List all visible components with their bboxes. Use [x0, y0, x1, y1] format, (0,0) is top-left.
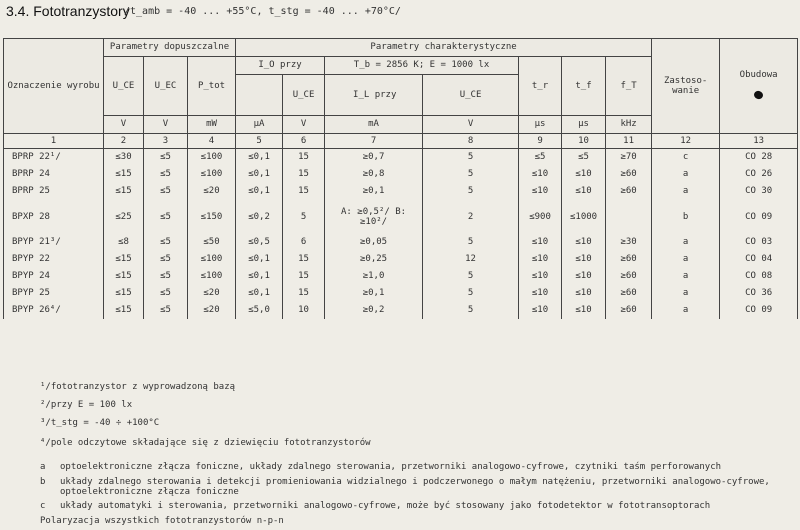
row-designation: BPYP 22	[4, 251, 104, 268]
legend-c-letter: c	[40, 501, 46, 511]
row-cell: 5	[423, 166, 519, 183]
row-cell: ≤10	[519, 251, 562, 268]
row-cell: ≤10	[562, 285, 606, 302]
row-cell: ≥60	[606, 251, 652, 268]
legend-a-text: optoelektroniczne złącza foniczne, układy zdalnego sterowania, przetworniki analogowo-cyfrowe, czytniki taśm perforowanych	[60, 462, 722, 472]
operating-conditions: /t_amb = -40 ... +55°C, t_stg = -40 ... +70°C/	[124, 6, 401, 17]
row-cell: A: ≥0,5²/ B: ≥10²/	[325, 200, 423, 234]
table-row	[4, 285, 798, 302]
colnum: 10	[562, 134, 606, 149]
legend-b-text: układy zdalnego sterowania i detekcji promieniowania widzialnego i podczerwonego o małym natężeniu, przetworniki analogowo-cyfrowe, optoelektroniczne złącza foniczne	[60, 477, 770, 497]
row-cell: ≤0,1	[236, 268, 283, 285]
row-cell: ≤0,1	[236, 166, 283, 183]
row-cell: CO 28	[720, 149, 798, 167]
header-i0-vce: U_CE	[283, 75, 325, 116]
row-cell: ≤100	[188, 268, 236, 285]
housing-label: Obudowa	[739, 70, 778, 81]
unit-vec: V	[144, 116, 188, 134]
header-permissible: Parametry dopuszczalne	[104, 39, 236, 57]
row-cell: ≤30	[104, 149, 144, 167]
row-cell: 15	[283, 251, 325, 268]
row-cell: ≤5	[144, 166, 188, 183]
row-cell: ≤15	[104, 268, 144, 285]
row-cell: 15	[283, 285, 325, 302]
row-cell: ≤5	[144, 302, 188, 319]
colnum: 7	[325, 134, 423, 149]
header-tb: T_b = 2856 K; E = 1000 lx	[325, 57, 519, 75]
unit-il: mA	[325, 116, 423, 134]
row-cell: CO 08	[720, 268, 798, 285]
row-cell: a	[652, 183, 720, 200]
row-designation: BPRP 24	[4, 166, 104, 183]
header-vce: U_CE	[104, 57, 144, 116]
row-cell: a	[652, 302, 720, 319]
unit-vce: V	[104, 116, 144, 134]
colnum: 13	[720, 134, 798, 149]
footnote-4: ⁴/pole odczytowe składające się z dziewięciu fototranzystorów	[40, 438, 371, 448]
colnum: 9	[519, 134, 562, 149]
row-cell: ≤100	[188, 251, 236, 268]
row-cell: 5	[423, 149, 519, 167]
row-cell: ≤10	[562, 234, 606, 251]
header-designation: Oznaczenie wyrobu	[4, 39, 104, 134]
row-cell: ≥1,0	[325, 268, 423, 285]
table-row	[4, 302, 798, 319]
row-cell: CO 36	[720, 285, 798, 302]
unit-ft: kHz	[606, 116, 652, 134]
row-designation: BPYP 25	[4, 285, 104, 302]
row-cell: a	[652, 166, 720, 183]
row-cell: ≤0,1	[236, 183, 283, 200]
colnum: 4	[188, 134, 236, 149]
row-cell: ≥0,1	[325, 285, 423, 302]
colnum: 2	[104, 134, 144, 149]
table-row	[4, 234, 798, 251]
header-i0-empty	[236, 75, 283, 116]
row-cell: 5	[423, 268, 519, 285]
row-designation: BPYP 21³/	[4, 234, 104, 251]
row-cell: b	[652, 200, 720, 234]
header-vec: U_EC	[144, 57, 188, 116]
row-cell: ≤100	[188, 166, 236, 183]
row-cell: ≥60	[606, 166, 652, 183]
row-cell: CO 03	[720, 234, 798, 251]
unit-tf: µs	[562, 116, 606, 134]
colnum: 12	[652, 134, 720, 149]
legend-b-letter: b	[40, 477, 46, 487]
ink-blot-icon	[753, 89, 764, 100]
footnote-2: ²/przy E = 100 lx	[40, 400, 133, 410]
row-cell: ≤10	[519, 234, 562, 251]
unit-i0: µA	[236, 116, 283, 134]
row-cell: CO 09	[720, 200, 798, 234]
row-cell: ≥0,2	[325, 302, 423, 319]
header-housing	[720, 39, 798, 134]
unit-i0-vce: V	[283, 116, 325, 134]
row-cell: ≤5	[519, 149, 562, 167]
polarization-note: Polaryzacja wszystkich fototranzystorów n-p-n	[40, 516, 284, 526]
header-tf: t_f	[562, 57, 606, 116]
header-il: I_L przy	[325, 75, 423, 116]
row-cell: ≤20	[188, 285, 236, 302]
row-cell: 5	[423, 183, 519, 200]
colnum: 1	[4, 134, 104, 149]
row-cell: ≤15	[104, 166, 144, 183]
row-cell: CO 26	[720, 166, 798, 183]
row-cell: ≤15	[104, 285, 144, 302]
row-cell: 6	[283, 234, 325, 251]
row-cell: ≥0,7	[325, 149, 423, 167]
row-cell: 5	[283, 200, 325, 234]
header-i0: I_O przy	[236, 57, 325, 75]
row-cell: ≤50	[188, 234, 236, 251]
row-designation: BPXP 28	[4, 200, 104, 234]
row-cell: ≤1000	[562, 200, 606, 234]
row-cell: ≥0,1	[325, 183, 423, 200]
row-cell: 5	[423, 302, 519, 319]
row-cell: ≤0,1	[236, 285, 283, 302]
row-cell: ≤15	[104, 302, 144, 319]
row-cell: ≤10	[562, 302, 606, 319]
row-designation: BPRP 22¹/	[4, 149, 104, 167]
row-cell: ≤10	[519, 268, 562, 285]
row-cell: ≤10	[519, 285, 562, 302]
row-cell: a	[652, 234, 720, 251]
unit-il-vce: V	[423, 116, 519, 134]
table-row	[4, 268, 798, 285]
row-cell: 15	[283, 166, 325, 183]
footnote-3: ³/t_stg = -40 ÷ +100°C	[40, 418, 160, 428]
row-designation: BPYP 24	[4, 268, 104, 285]
row-cell: ≤5	[144, 234, 188, 251]
row-cell: ≥0,05	[325, 234, 423, 251]
header-ft: f_T	[606, 57, 652, 116]
row-cell: ≤5	[144, 251, 188, 268]
row-cell: 5	[423, 285, 519, 302]
row-cell: ≤5	[144, 200, 188, 234]
row-cell	[606, 200, 652, 234]
row-cell: CO 30	[720, 183, 798, 200]
row-cell: ≥70	[606, 149, 652, 167]
header-application: Zastoso-wanie	[652, 39, 720, 134]
footnote-1: ¹/fototranzystor z wyprowadzoną bazą	[40, 382, 236, 392]
row-cell: ≤15	[104, 183, 144, 200]
row-cell: ≤20	[188, 183, 236, 200]
row-cell: 10	[283, 302, 325, 319]
row-cell: a	[652, 285, 720, 302]
table-row	[4, 149, 798, 167]
row-cell: ≤10	[519, 183, 562, 200]
row-cell: ≤20	[188, 302, 236, 319]
row-cell: ≤10	[519, 302, 562, 319]
unit-ptot: mW	[188, 116, 236, 134]
row-cell: ≥60	[606, 268, 652, 285]
row-designation: BPYP 26⁴/	[4, 302, 104, 319]
row-cell: ≥60	[606, 302, 652, 319]
row-cell: 15	[283, 183, 325, 200]
colnum: 8	[423, 134, 519, 149]
row-cell: ≤0,2	[236, 200, 283, 234]
row-cell: 15	[283, 268, 325, 285]
row-cell: ≤25	[104, 200, 144, 234]
header-characteristic: Parametry charakterystyczne	[236, 39, 652, 57]
table-row	[4, 251, 798, 268]
row-cell: a	[652, 268, 720, 285]
row-cell: ≤150	[188, 200, 236, 234]
header-il-vce: U_CE	[423, 75, 519, 116]
row-cell: ≤5	[144, 268, 188, 285]
row-cell: ≥0,25	[325, 251, 423, 268]
row-cell: ≤100	[188, 149, 236, 167]
row-cell: ≤8	[104, 234, 144, 251]
table-row	[4, 166, 798, 183]
row-cell: ≥30	[606, 234, 652, 251]
row-cell: 5	[423, 234, 519, 251]
row-cell: ≤5	[144, 183, 188, 200]
table-row	[4, 183, 798, 200]
row-cell: ≤10	[562, 166, 606, 183]
row-cell: CO 09	[720, 302, 798, 319]
row-cell: 15	[283, 149, 325, 167]
row-cell: ≤0,5	[236, 234, 283, 251]
row-cell: ≤10	[562, 268, 606, 285]
row-designation: BPRP 25	[4, 183, 104, 200]
row-cell: ≤15	[104, 251, 144, 268]
row-cell: 12	[423, 251, 519, 268]
colnum: 6	[283, 134, 325, 149]
row-cell: CO 04	[720, 251, 798, 268]
phototransistor-table	[3, 38, 798, 319]
row-cell: ≤10	[562, 251, 606, 268]
legend-a-letter: a	[40, 462, 46, 472]
row-cell: ≥60	[606, 285, 652, 302]
colnum: 11	[606, 134, 652, 149]
row-cell: ≤10	[562, 183, 606, 200]
row-cell: ≤5	[562, 149, 606, 167]
legend-c-text: układy automatyki i sterowania, przetworniki analogowo-cyfrowe, może być stosowany jako fotodetektor w fototransoptorach	[60, 501, 711, 511]
row-cell: ≤0,1	[236, 149, 283, 167]
row-cell: ≤900	[519, 200, 562, 234]
unit-tr: µs	[519, 116, 562, 134]
header-ptot: P_tot	[188, 57, 236, 116]
row-cell: ≤0,1	[236, 251, 283, 268]
row-cell: ≤10	[519, 166, 562, 183]
colnum: 3	[144, 134, 188, 149]
table-body	[4, 149, 798, 320]
row-cell: ≤5,0	[236, 302, 283, 319]
row-cell: a	[652, 251, 720, 268]
section-title: 3.4. Fototranzystory	[6, 3, 130, 19]
table-row	[4, 200, 798, 234]
header-tr: t_r	[519, 57, 562, 116]
row-cell: ≤5	[144, 149, 188, 167]
row-cell: 2	[423, 200, 519, 234]
row-cell: ≥60	[606, 183, 652, 200]
row-cell: ≤5	[144, 285, 188, 302]
row-cell: c	[652, 149, 720, 167]
row-cell: ≥0,8	[325, 166, 423, 183]
colnum: 5	[236, 134, 283, 149]
